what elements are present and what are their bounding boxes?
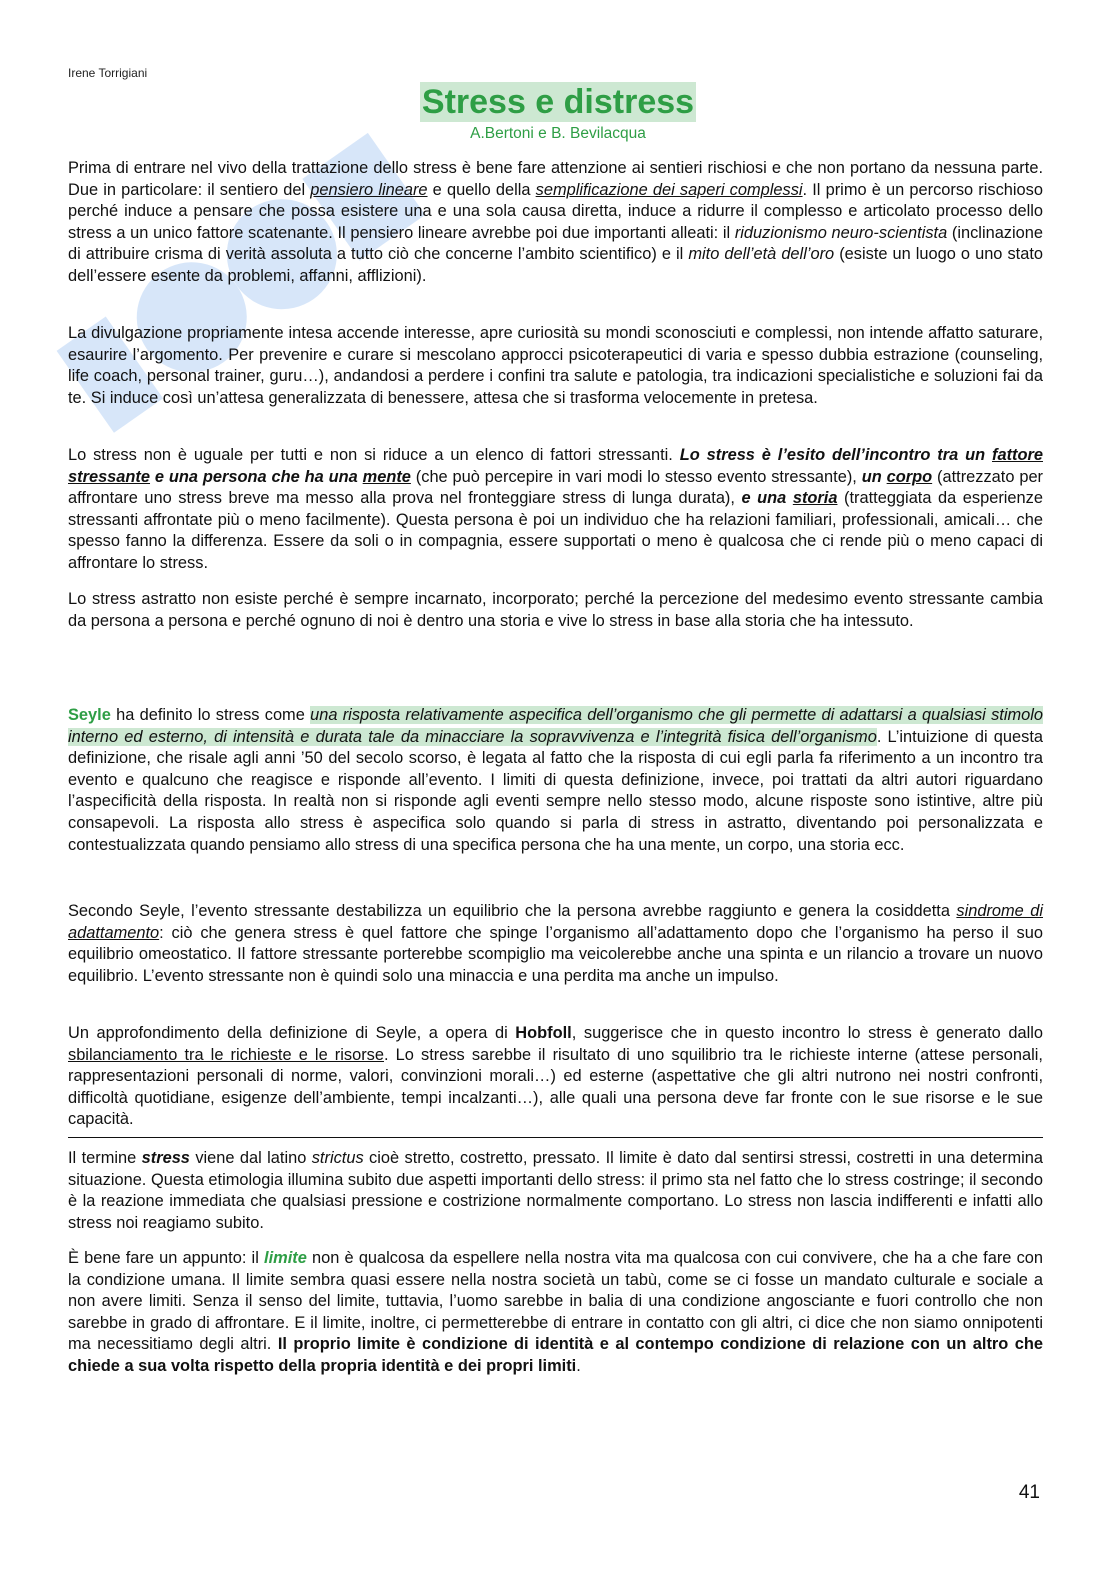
paragraph-2: La divulgazione propriamente intesa accende interesse, apre curiosità su mondi sconosciuti e complessi, non intende affatto saturare, esaurire l’argomento. Per prevenire e curare si mescolano approcci psicoterapeutici di varia e spesso dubbia estrazione (counseling, life coach, personal trainer, guru…), andandosi a perdere i confini tra salute e patologia, tra indicazioni specialistiche e soluzioni fai da te. Si induce così un’attesa generalizzata di benessere, attesa che si trasforma velocemente in pretesa. [68, 324, 1043, 407]
paragraph-3: Lo stress non è uguale per tutti e non si riduce a un elenco di fattori stressanti. Lo stress è l’esito dell’incontro tra un fattore stressante e una persona che ha una mente (che può percepire in vari modi lo stesso evento stressante), un corpo (attrezzato per affrontare uno stress breve ma messo alla prova nel fronteggiare stress di lunga durata), e una storia (tratteggiata da esperienze stressanti affrontate più o meno facilmente). Questa persona è poi un individuo che ha relazioni familiari, professionali, amicali… che spesso fanno la differenza. Essere da soli o in compagnia, essere supportati o meno è qualcosa che ci rende più o meno capaci di affrontare lo stress. [68, 446, 1044, 572]
page-title: Stress e distress [421, 83, 695, 121]
paragraph-8: Il termine stress viene dal latino strictus cioè stretto, costretto, pressato. Il limite è dato dal sentirsi stressi, costretti in una determina situazione. Questa etimologia illumina subito due aspetti importanti dello stress: il primo sta nel fatto che lo stress costringe; il secondo è la reazione immediata che qualsiasi pressione e costrizione normalmente comportano. Lo stress non lascia indifferenti e infatti allo stress noi reagiamo subito. [68, 1149, 1043, 1232]
author-name: Irene Torrigiani [68, 66, 148, 80]
paragraph-9: È bene fare un appunto: il limite non è qualcosa da espellere nella nostra vita ma qualcosa con cui convivere, che ha a che fare con la condizione umana. Il limite sembra quasi essere nella nostra società un tabù, come se ci fosse un mandato culturale e sociale a non avere limiti. Senza il senso del limite, tuttavia, l’uomo sarebbe in balia di una condizione angosciante e fuori controllo che non sarebbe in grado di affrontare. E il limite, inoltre, ci permetterebbe di entrare in contatto con gli altri, ci dice che non siamo onnipotenti ma necessitiamo degli altri. Il proprio limite è condizione di identità e al contempo condizione di relazione con un altro che chiede a sua volta rispetto della propria identità e dei propri limiti. [68, 1249, 1044, 1375]
paragraph-4: Lo stress astratto non esiste perché è sempre incarnato, incorporato; perché la percezione del medesimo evento stressante cambia da persona a persona e perché ognuno di noi è dentro una storia e vive lo stress in base alla storia che ha intessuto. [68, 590, 1043, 630]
title-container [0, 82, 1116, 122]
page-number: 41 [1018, 1482, 1040, 1503]
paragraph-7: Un approfondimento della definizione di Seyle, a opera di Hobfoll, suggerisce che in questo incontro lo stress è generato dallo sbilanciamento tra le richieste e le risorse. Lo stress sarebbe il risultato di uno squilibrio tra le richieste interne (attese personali, rappresentazioni personali di norme, valori, convinzioni morali…) ed esterne (aspettative che gli altri nutrono nei nostri confronti, difficoltà quotidiane, esigenze dell’ambiente, tempi incalzanti…), alle quali una persona deve far fronte con le sue risorse e le sue capacità. [68, 1024, 1043, 1129]
limite-keyword: limite [264, 1249, 307, 1267]
author-seyle: Seyle [68, 706, 111, 724]
horizontal-rule [68, 1137, 1043, 1138]
paragraph-1: Prima di entrare nel vivo della trattazione dello stress è bene fare attenzione ai sentieri rischiosi e che non portano da nessuna parte. Due in particolare: il sentiero del pensiero lineare e quello della semplificazione dei saperi complessi. Il primo è un percorso rischioso perché induce a pensare che possa esistere una e una sola causa diretta, induce a ridurre il complesso e articolato processo dello stress a un unico fattore scatenante. Il pensiero lineare avrebbe poi due importanti alleati: il riduzionismo neuro-scientista (inclinazione di attribuire crisma di verità assoluta a tutto ciò che concerne l’ambito scientifico) e il mito dell’età dell’oro (esiste un luogo o uno stato dell’essere esente da problemi, affanni, afflizioni). [68, 159, 1043, 285]
paragraph-6: Secondo Seyle, l’evento stressante destabilizza un equilibrio che la persona avrebbe raggiunto e genera la cosiddetta sindrome di adattamento: ciò che genera stress è quel fattore che spinge l’organismo all’adattamento dopo che l’organismo ha perso il suo equilibrio omeostatico. Il fattore stressante porterebbe scompiglio ma veicolerebbe anche una spinta e un rilancio a trovare un nuovo equilibrio. L’evento stressante non è quindi solo una minaccia e una perdita ma anche un impulso. [68, 902, 1043, 985]
paragraph-5: Seyle ha definito lo stress come una risposta relativamente aspecifica dell’organismo che gli permette di adattarsi a qualsiasi stimolo interno ed esterno, di intensità e durata tale da minacciare la sopravvivenza e l’integrità fisica dell’organismo. L’intuizione di questa definizione, che risale agli anni ’50 del secolo scorso, è legata al fatto che la risposta di cui egli parla fa riferimento a un incontro tra evento e qualcuno che reagisce e risponde all’evento. I limiti di questa definizione, invece, poi trattati da altri autori riguardano l’aspecificità della risposta. In realtà non si risponde agli eventi sempre nello stesso modo, alcune risposte sono istintive, altre più consapevoli. La risposta allo stress è aspecifica solo quando si parla di stress in astratto, diventando poi personalizzata e contestualizzata quando pensiamo allo stress di una specifica persona che ha una mente, un corpo, una storia ecc. [68, 706, 1043, 854]
subtitle-authors: A.Bertoni e B. Bevilacqua [470, 125, 646, 142]
seyle-definition: una risposta relativamente aspecifica dell’organismo che gli permette di adattarsi a qualsiasi stimolo interno ed esterno, di intensità e durata tale da minacciare la sopravvivenza e l’integrità fisica dell’organismo [68, 706, 1043, 746]
